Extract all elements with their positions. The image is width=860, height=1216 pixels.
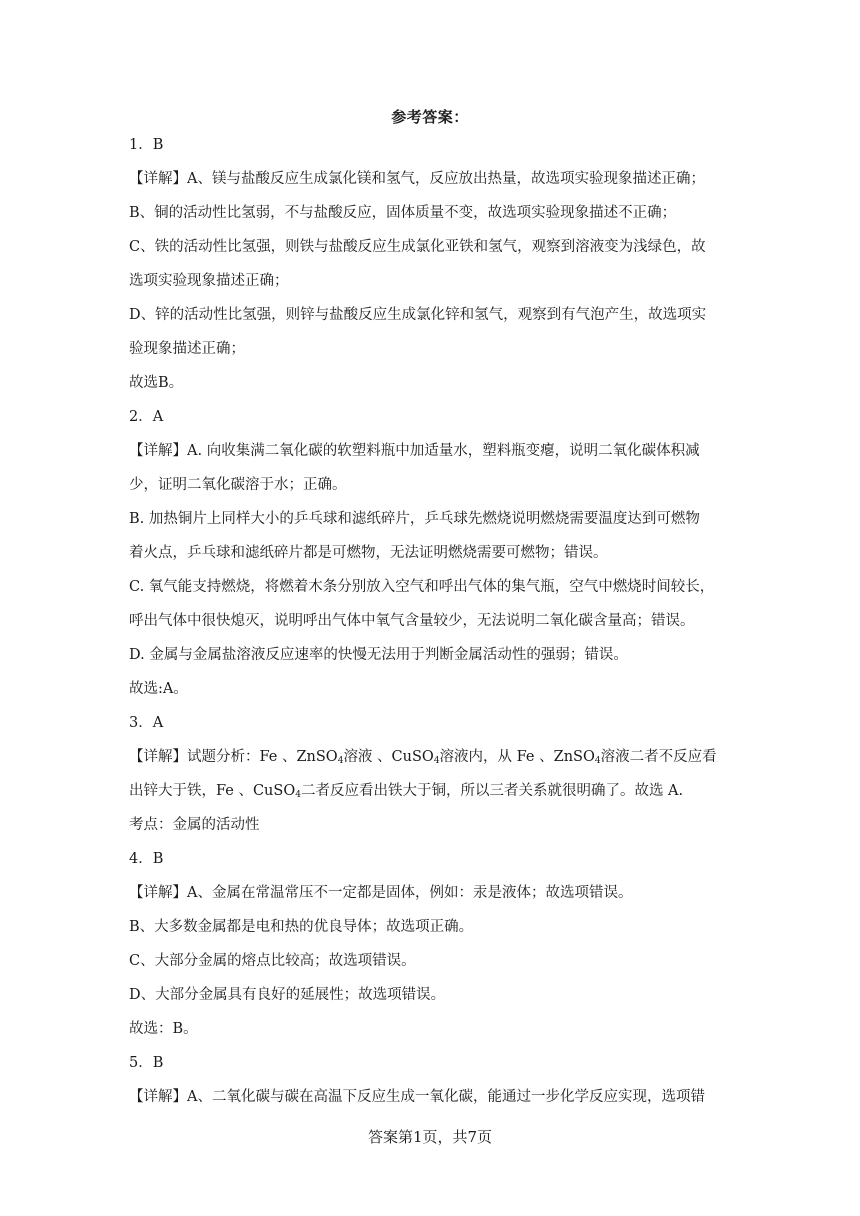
explanation-line: 少，证明二氧化碳溶于水；正确。 — [129, 477, 347, 493]
answer-number: 3．A — [129, 715, 164, 731]
explanation-line: B、大多数金属都是电和热的优良导体；故选项正确。 — [129, 919, 474, 935]
explanation-line: 故选:A。 — [129, 681, 188, 697]
explanation-line: D、大部分金属具有良好的延展性；故选项错误。 — [129, 987, 446, 1003]
explanation-line: 【详解】A、二氧化碳与碳在高温下反应生成一氧化碳，能通过一步化学反应实现，选项错 — [129, 1089, 705, 1105]
explanation-line: 故选B。 — [129, 375, 184, 391]
explanation-line: 呼出气体中很快熄灭，说明呼出气体中氧气含量较少，无法说明二氧化碳含量高；错误。 — [129, 613, 695, 629]
subscript: 4 — [295, 790, 301, 800]
text-segment: 溶液 、CuSO — [343, 749, 434, 765]
subscript: 4 — [433, 756, 440, 766]
page-footer: 答案第1页，共7页 — [367, 1128, 493, 1146]
subscript: 4 — [337, 756, 344, 766]
text-segment: 出锌大于铁，Fe 、CuSO — [129, 783, 296, 799]
answer-number: 5．B — [129, 1055, 164, 1071]
text-segment: 【详解】试题分析：Fe 、ZnSO — [129, 749, 338, 765]
subscript: 4 — [594, 756, 601, 766]
text-segment: 溶液内，从 Fe 、ZnSO — [439, 749, 595, 765]
explanation-line: 考点：金属的活动性 — [129, 817, 260, 833]
text-segment: 二者反应看出铁大于铜，所以三者关系就很明确了。故选 A. — [300, 783, 684, 799]
explanation-line: D、锌的活动性比氢强，则锌与盐酸反应生成氯化锌和氢气，观察到有气泡产生，故选项实 — [129, 307, 707, 323]
explanation-line: D. 金属与金属盐溶液反应速率的快慢无法用于判断金属活动性的强弱；错误。 — [129, 647, 628, 663]
answer-number: 2．A — [129, 409, 164, 425]
explanation-line: C. 氧气能支持燃烧，将燃着木条分别放入空气和呼出气体的集气瓶，空气中燃烧时间较长， — [129, 579, 715, 595]
explanation-line: B. 加热铜片上同样大小的乒乓球和滤纸碎片，乒乓球先燃烧说明燃烧需要温度达到可燃物 — [129, 511, 700, 527]
answer-number: 4．B — [129, 851, 164, 867]
explanation-line: C、大部分金属的熔点比较高；故选项错误。 — [129, 953, 416, 969]
explanation-line: 【详解】A、金属在常温常压不一定都是固体，例如：汞是液体；故选项错误。 — [129, 885, 633, 901]
answer-content — [129, 131, 733, 1111]
explanation-line — [129, 743, 733, 771]
text-segment: 溶液二者不反应看 — [600, 749, 717, 765]
page-title: 参考答案： — [391, 108, 469, 126]
explanation-line: 故选：B。 — [129, 1021, 198, 1037]
explanation-line: 【详解】A. 向收集满二氧化碳的软塑料瓶中加适量水，塑料瓶变瘪，说明二氧化碳体积减 — [129, 443, 700, 459]
explanation-line: B、铜的活动性比氢弱，不与盐酸反应，固体质量不变，故选项实验现象描述不正确； — [129, 205, 677, 221]
explanation-line: 选项实验现象描述正确； — [129, 273, 289, 289]
explanation-line: 验现象描述正确； — [129, 341, 245, 357]
explanation-line: 【详解】A、镁与盐酸反应生成氯化镁和氢气，反应放出热量，故选项实验现象描述正确； — [129, 171, 705, 187]
answer-number: 1．B — [129, 137, 164, 153]
explanation-line — [129, 777, 733, 805]
explanation-line: C、铁的活动性比氢强，则铁与盐酸反应生成氯化亚铁和氢气，观察到溶液变为浅绿色，故 — [129, 239, 706, 255]
explanation-line: 着火点，乒乓球和滤纸碎片都是可燃物，无法证明燃烧需要可燃物；错误。 — [129, 545, 608, 561]
